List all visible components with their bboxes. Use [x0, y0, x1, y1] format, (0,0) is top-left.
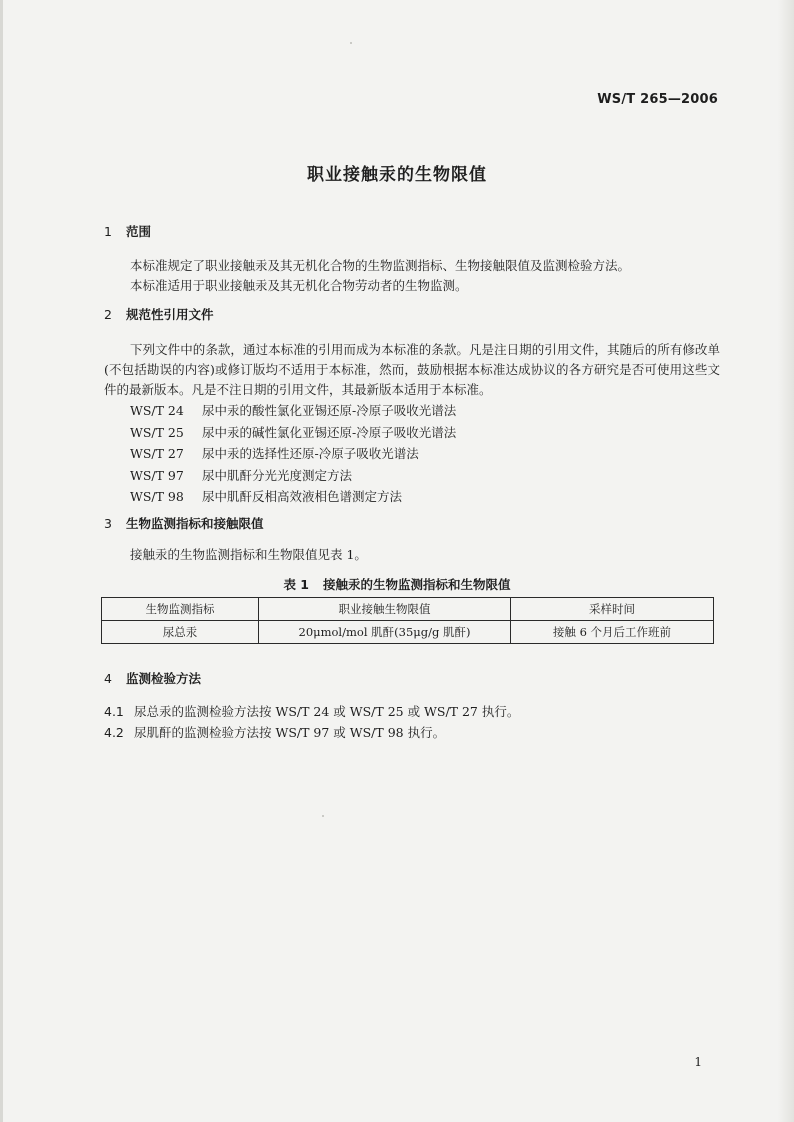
table-caption: [0, 575, 794, 593]
reference-code: WS/T 25: [130, 424, 184, 440]
scan-speck: [322, 815, 324, 817]
reference-code: WS/T 98: [130, 489, 184, 504]
table-header-row: [102, 598, 714, 621]
reference-title: 尿中汞的碱性氯化亚锡还原-冷原子吸收光谱法: [202, 424, 457, 440]
reference-item: [130, 422, 456, 444]
reference-code: WS/T 24: [130, 403, 184, 418]
reference-list: [130, 400, 456, 508]
section-number: 1: [104, 224, 112, 239]
table-cell: 接触 6 个月后工作班前: [511, 621, 714, 644]
scope-paragraph-2: 本标准适用于职业接触汞及其无机化合物劳动者的生物监测。: [130, 278, 468, 293]
section-number: 4: [104, 671, 112, 686]
method-text: 尿肌酐的监测检验方法按 WS/T 97 或 WS/T 98 执行。: [134, 725, 446, 740]
table-label: 表 1: [283, 577, 310, 592]
section-number: 2: [104, 307, 112, 322]
limits-paragraph: 接触汞的生物监测指标和生物限值见表 1。: [130, 547, 367, 562]
reference-title: 尿中汞的选择性还原-冷原子吸收光谱法: [202, 446, 419, 461]
standard-code: WS/T 265—2006: [597, 92, 718, 107]
reference-item: [130, 400, 456, 422]
page-number: 1: [694, 1055, 702, 1069]
reference-title: 尿中肌酐分光光度测定方法: [202, 467, 353, 483]
reference-code: WS/T 27: [130, 446, 184, 461]
scan-speck: [350, 42, 352, 44]
reference-code: WS/T 97: [130, 467, 184, 483]
section-number: 3: [104, 516, 112, 531]
table-caption-text: 接触汞的生物监测指标和生物限值: [323, 577, 511, 592]
section-title: 监测检验方法: [126, 671, 202, 686]
method-number: 4.2: [104, 725, 124, 740]
table-cell: 20μmol/mol 肌酐(35μg/g 肌酐): [259, 621, 511, 644]
section-title: 范围: [126, 224, 152, 239]
reference-item: [130, 486, 456, 508]
section-3-heading: [104, 514, 264, 532]
section-2-heading: [104, 305, 214, 323]
section-1-heading: [104, 222, 151, 240]
normative-references-paragraph: 下列文件中的条款，通过本标准的引用而成为本标准的条款。凡是注日期的引用文件，其随后的所有修改单(不包括勘误的内容)或修订版均不适用于本标准，然而，鼓励根据本标准达成协议的各方研究是否可使用这些文件的最新版本。凡是不注日期的引用文件，其最新版本适用于本标准。: [104, 342, 720, 397]
biological-limits-table: [101, 597, 714, 644]
table-cell: 尿总汞: [102, 621, 259, 644]
reference-item: [130, 465, 456, 487]
table-header-cell: 职业接触生物限值: [259, 598, 511, 621]
section-4-heading: [104, 669, 201, 687]
method-item: [104, 702, 519, 720]
method-number: 4.1: [104, 704, 124, 719]
scope-paragraph-1: 本标准规定了职业接触汞及其无机化合物的生物监测指标、生物接触限值及监测检验方法。: [130, 258, 631, 273]
reference-title: 尿中汞的酸性氯化亚锡还原-冷原子吸收光谱法: [202, 403, 457, 418]
method-text: 尿总汞的监测检验方法按 WS/T 24 或 WS/T 25 或 WS/T 27 执行。: [134, 704, 520, 719]
section-title: 规范性引用文件: [126, 307, 214, 322]
reference-title: 尿中肌酐反相高效液相色谱测定方法: [202, 489, 403, 504]
reference-item: [130, 443, 456, 465]
table-row: [102, 621, 714, 644]
table-header-cell: 生物监测指标: [102, 598, 259, 621]
document-title: 职业接触汞的生物限值: [307, 165, 487, 185]
section-title: 生物监测指标和接触限值: [126, 516, 264, 531]
method-item: [104, 723, 445, 741]
table-header-cell: 采样时间: [511, 598, 714, 621]
